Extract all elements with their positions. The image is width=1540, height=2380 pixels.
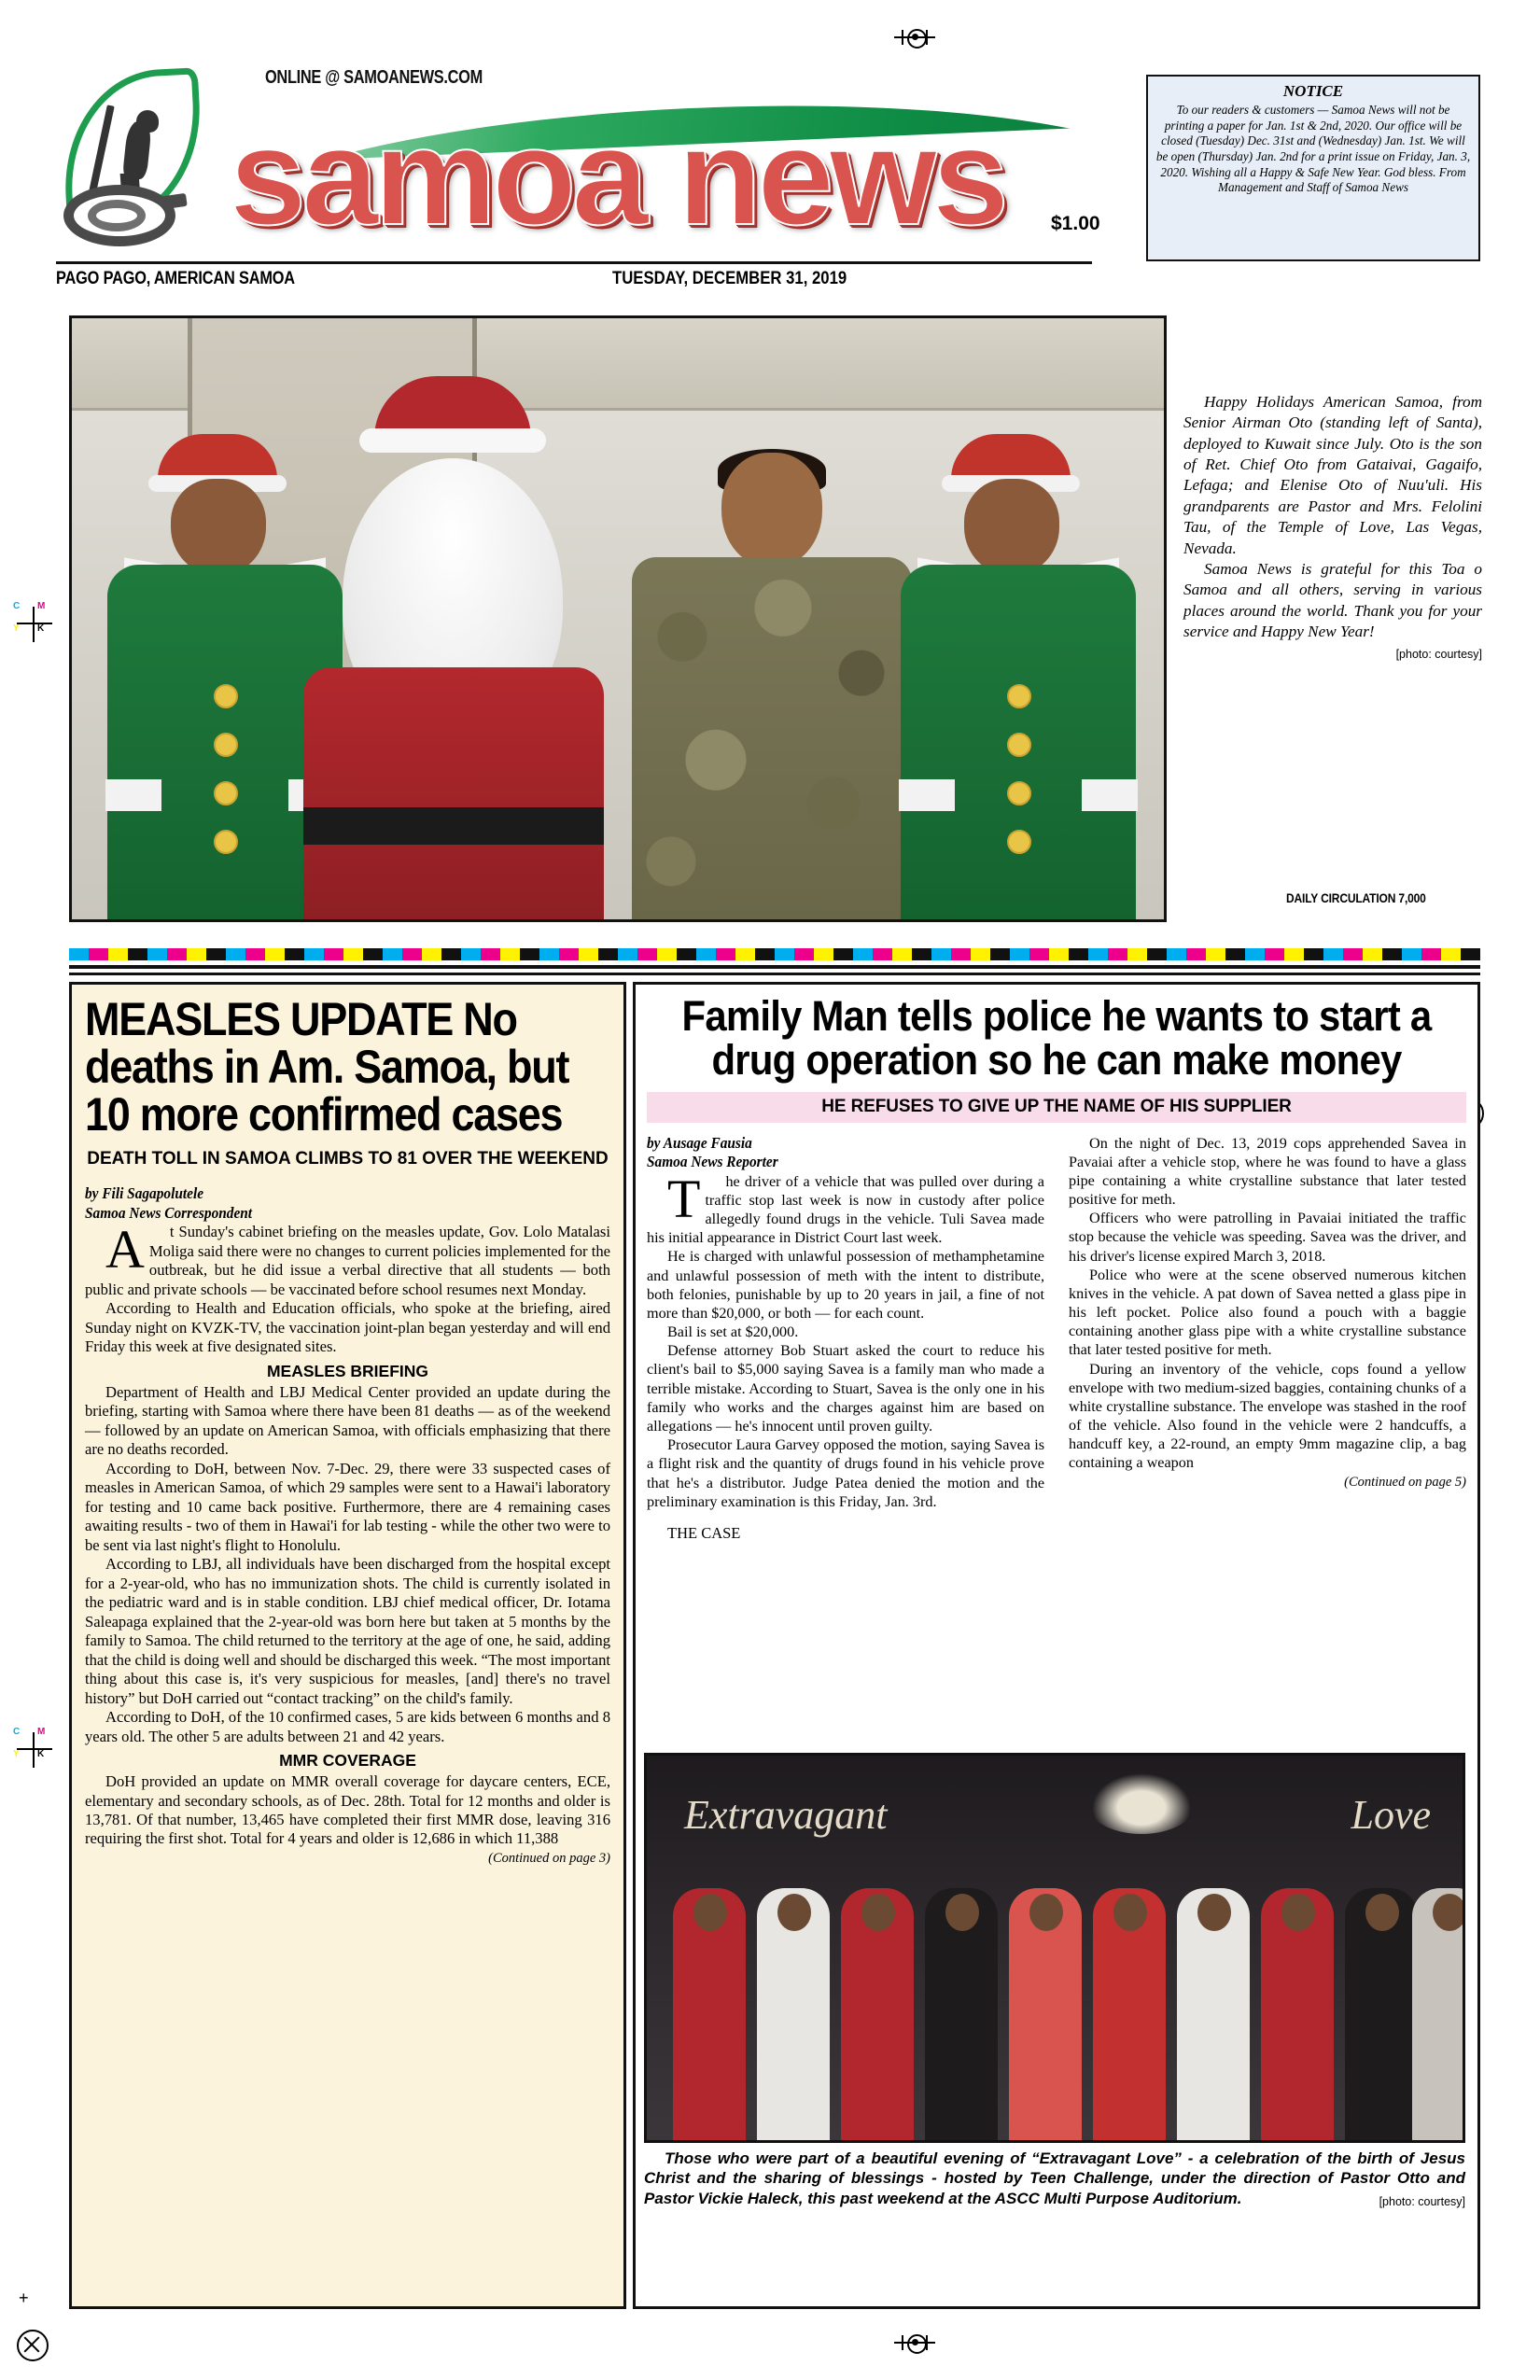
cmyk-label-y: Y [13,1749,20,1759]
top-photo-credit: [photo: courtesy] [1395,648,1482,662]
masthead-price: $1.00 [1051,213,1100,234]
cmyk-registration-lower [13,1729,56,1771]
measles-paragraph-5: According to LBJ, all individuals have been discharged from the hospital except for a 2-year-old, who has no immunization shots. The child is currently isolated in the pediatric ward and is in stable condition. LBJ chief medical officer, Dr. Iotama Saleapaga explained that the 2-year-old was born here but taken at 5 months by the family to Samoa. The child returned to the territory at the age of one, he said, adding that the child is doing well and should be discharged this week. “The most important thing about this case is, it's very suspicious for measles, [and] there's no travel history” but DoH carried out “contact tracking” on the child's family. [85,1555,610,1707]
holiday-notice-box [1146,75,1480,261]
main-headline: Family Man tells police he wants to start a drug operation so he can make money [681,992,1432,1085]
measles-update-story [69,982,626,2309]
main-paragraph-5: Prosecutor Laura Garvey opposed the motion, saying Savea is a flight risk and the quantity of drugs found in his vehicle prove that he's a distributor. Judge Patea denied the motion and the preliminary examination is this Friday, Jan. 3rd. [647,1436,1044,1510]
measles-subheadline: DEATH TOLL IN SAMOA CLIMBS TO 81 OVER THE WEEKEND [87,1149,609,1169]
measles-section-briefing: MEASLES BRIEFING [266,1361,429,1380]
main-section-the-case: THE CASE [667,1523,741,1542]
registration-mark-bottom [894,2331,935,2354]
main-paragraph-2: He is charged with unlawful possession of methamphetamine and unlawful possession of meth with the intent to distribute, both felonies, punishable by up to 20 years in jail, a fine of not more than $20,000, or both — for each count. [647,1248,1044,1322]
masthead-divider [56,261,1092,264]
photo-group-people [647,1869,1465,2140]
main-paragraph-8: Police who were at the scene observed numerous kitchen knives in the vehicle. A pat down of Savea netted a glass pipe in his left pocket. Police also found a pouch with a baggie containing another glass pipe with a white crystalline substance that later tested positive for meth. [1069,1266,1466,1359]
main-paragraph-6: On the night of Dec. 13, 2019 cops apprehended Savea in Pavaiai after a vehicle stop, where he was found to have a glass pipe containing a white crystalline substance that later tested positive for meth. [1069,1134,1466,1209]
angel-wings-graphic-icon [1085,1769,1197,1834]
main-paragraph-3: Bail is set at $20,000. [667,1323,799,1341]
measles-paragraph-6: According to DoH, of the 10 confirmed cases, 5 are kids between 6 months and 8 years old. The other 5 are adults between 21 and 42 years. [85,1708,610,1745]
samoa-news-logo-icon [56,71,233,239]
masthead-date: TUESDAY, DECEMBER 31, 2019 [612,269,847,288]
photo-stage-banner [684,1774,1431,1855]
bottom-caption-text: Those who were part of a beautiful evening of “Extravagant Love” - a celebration of the birth of Jesus Christ and the sharing of blessings - hosted by Teen Challenge, under the direction of Pastor Otto and Pastor Vickie Haleck, this past weekend at the ASCC Multi Purpose Auditorium. [644,2149,1465,2207]
main-byline-title: Samoa News Reporter [647,1153,778,1171]
masthead [56,54,1092,288]
measles-continued-note: (Continued on page 3) [488,1850,610,1866]
main-story-column-1 [647,1134,1044,1713]
cmyk-label-k: K [37,623,45,634]
cmyk-label-m: M [37,1727,46,1737]
main-paragraph-7: Officers who were patrolling in Pavaiai initiated the traffic stop because the vehicle was speeding. Savea was the driver, and his driver's license expired March 3, 2018. [1069,1210,1466,1265]
main-story-column-2 [1069,1134,1466,1713]
measles-paragraph-2: According to Health and Education officials, who spoke at the briefing, aired Sunday night on KVZK-TV, the vaccination joint-plan began yesterday and will end Friday this week at five designated sites. [85,1299,610,1356]
top-photo-caption [1183,392,1482,661]
cmyk-label-c: C [13,601,21,611]
bottom-photo-caption [644,2149,1465,2208]
online-url-tag: ONLINE @ SAMOANEWS.COM [265,67,483,88]
measles-byline-title: Samoa News Correspondent [85,1203,253,1222]
measles-paragraph-1: At Sunday's cabinet briefing on the measles update, Gov. Lolo Matalasi Moliga said there were no changes to current policies implemented for the outbreak, but he did issue a verbal directive that all students — both public and private schools — be vaccinated before school resumes next Monday. [85,1219,610,1298]
notice-title: NOTICE [1282,82,1344,100]
section-rule-lower [69,973,1480,975]
banner-text-right: Love [1351,1791,1431,1838]
measles-paragraph-3: Department of Health and LBJ Medical Center provided an update during the briefing, starting with Samoa where there have been 81 deaths — as of the weekend — followed by an update on American Samoa, with officials emphasizing that there are no deaths recorded. [85,1382,610,1459]
main-story-columns [647,1134,1466,1713]
cmyk-label-k: K [37,1749,45,1759]
main-paragraph-4: Defense attorney Bob Stuart asked the court to reduce his client's bail to $5,000 saying Savea is a family man who made a terrible mistake. According to Stuart, Savea is the only one in his family who works and the charges against him are based on allegations — he's innocent until proven guilty. [647,1342,1044,1435]
measles-paragraph-7: DoH provided an update on MMR overall coverage for daycare centers, ECE, elementary and secondary schools, as of Dec. 28th. Total for 12 months and older is 13,781. Of that number, 13,465 have completed their first MMR dose, leaving 316 requiring the first shot. Total for 4 years and older is 12,686 in which 11,388 [85,1772,610,1848]
measles-paragraph-4: According to DoH, between Nov. 7-Dec. 29, there were 33 suspected cases of measles in American Samoa, of which 29 samples were sent to a Hawai'i laboratory for testing and 10 came back positive. Furthermore, there are 4 remaining cases awaiting results - two of them in Hawai'i for lab testing - while the other two were to be sent via last night's flight to Honolulu. [85,1459,610,1554]
top-lead-photo [69,315,1167,922]
cmyk-registration-upper [13,603,56,646]
section-rule-upper [69,965,1480,969]
notice-body: To our readers & customers — Samoa News will not be printing a paper for Jan. 1st & 2nd, 2020. Our office will be closed (Tuesday) Dec. 31st and (Wednesday) Jan. 1st. We will be open (Thursday) Jan. 2nd for a print issue on Friday, Jan. 3, 2020. Wishing all a Happy & Safe New Year. God bless. From Management and Staff of Samoa News [1155,103,1471,195]
main-kicker: HE REFUSES TO GIVE UP THE NAME OF HIS SUPPLIER [647,1092,1466,1123]
masthead-wordmark: samoa news [230,100,1005,254]
main-paragraph-9: During an inventory of the vehicle, cops found a yellow envelope with two medium-sized baggies, containing chunks of a white crystalline substance. The envelope was stashed in the roof of the vehicle. Also found in the vehicle were 2 handcuffs, a handcuff key, a 22-round, an empty 9mm magazine clip, a bag containing a weapon [1069,1360,1466,1472]
measles-headline: MEASLES UPDATE No deaths in Am. Samoa, but 10 more confirmed cases [85,993,569,1141]
photo-person-elf-right [893,434,1143,919]
main-continued-note: (Continued on page 5) [1344,1474,1466,1490]
press-color-dot-strip [69,948,1480,960]
measles-byline-name: by Fili Sagapolutele [85,1184,204,1203]
top-caption-paragraph-1: Happy Holidays American Samoa, from Senior Airman Oto (standing left of Santa), deployed to Kuwait since July. Oto is the son of Ret. Chief Oto from Gataivai, Gagaifo, Lefaga; and Elenise Oto of Nuu'uli. His grandparents are Pastor and Mrs. Felolini Tau, of the Temple of Love, Las Vegas, Nevada. [1183,393,1482,557]
circle-x-mark-bottom-left [17,2330,49,2361]
daily-circulation-label: DAILY CIRCULATION 7,000 [1286,890,1426,905]
cmyk-label-c: C [13,1727,21,1737]
measles-section-mmr: MMR COVERAGE [279,1751,416,1771]
registration-mark-top [894,26,935,49]
banner-text-left: Extravagant [684,1791,888,1838]
masthead-location: PAGO PAGO, AMERICAN SAMOA [56,269,295,288]
main-paragraph-1: The driver of a vehicle that was pulled over during a traffic stop last week is now in custody after police allegedly found drugs in the vehicle. Tuli Savea made his initial appearance in District Court last week. [647,1168,1044,1247]
extravagant-love-photo [644,1753,1465,2143]
main-byline-name: by Ausage Fausia [647,1133,752,1152]
plus-mark-bottom-left: + [19,2289,29,2307]
photo-person-senior-airman-oto [632,453,912,919]
cmyk-label-m: M [37,601,46,611]
bottom-photo-credit: [photo: courtesy] [1379,2195,1465,2209]
top-caption-paragraph-2: Samoa News is grateful for this Toa o Samoa and all others, serving in various places around the world. Thank you for your service and Happy New Year! [1183,559,1482,640]
cmyk-label-y: Y [13,623,20,634]
photo-person-santa [285,369,621,919]
